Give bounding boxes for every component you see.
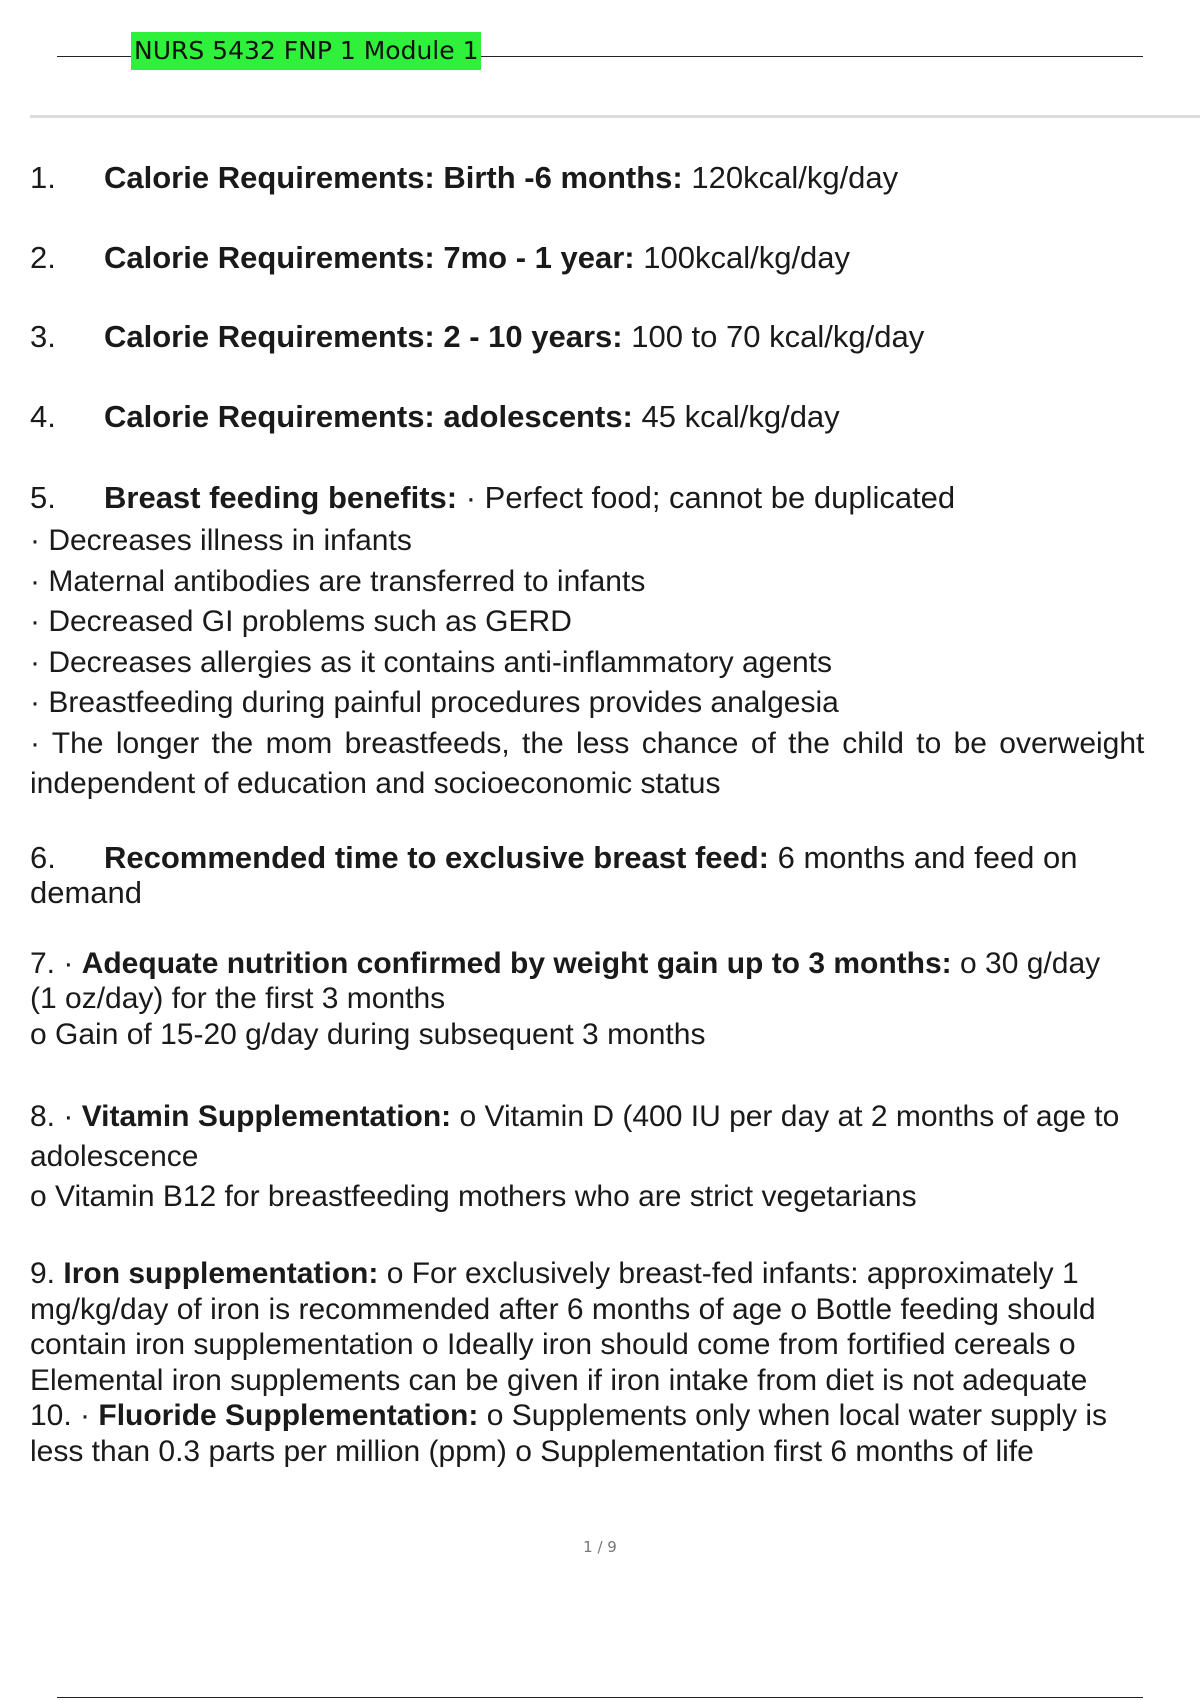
item-line: o Vitamin B12 for breastfeeding mothers who are strict vegetarians — [30, 1180, 917, 1213]
bullet-line: independent of education and socioeconomic status — [30, 767, 721, 800]
item-number: 4. — [30, 399, 56, 434]
item-label: Vitamin Supplementation: — [81, 1100, 452, 1133]
item-text: 45 kcal/kg/day — [632, 399, 840, 434]
item-number: 1. — [30, 160, 56, 195]
list-item — [30, 397, 840, 437]
bullet-line: · Decreased GI problems such as GERD — [30, 605, 572, 638]
list-item — [30, 238, 850, 278]
list-item — [30, 158, 898, 198]
item-number: 8. · — [30, 1100, 82, 1133]
item-text: · Perfect food; cannot be duplicated — [457, 480, 956, 515]
item-number: 3. — [30, 319, 56, 354]
bullet-line: · Breastfeeding during painful procedures provides analgesia — [30, 686, 839, 719]
footer-rule — [57, 1697, 1143, 1698]
list-item — [30, 478, 955, 518]
item-line: o Gain of 15-20 g/day during subsequent 3 months — [30, 1018, 706, 1051]
list-item — [30, 1256, 1200, 1469]
list-item — [30, 317, 924, 357]
bullet-line: · Decreases allergies as it contains anti-inflammatory agents — [30, 645, 833, 679]
breastfeeding-benefits-list — [30, 521, 1200, 805]
item-line: less than 0.3 parts per million (ppm) o Supplementation first 6 months of life — [30, 1434, 1034, 1468]
item-line: mg/kg/day of iron is recommended after 6 months of age o Bottle feeding should — [30, 1292, 1096, 1326]
item-number: 6. — [30, 840, 56, 875]
item-line: contain iron supplementation o Ideally iron should come from fortified cereals o — [30, 1328, 1076, 1361]
item-label: Recommended time to exclusive breast feed: — [104, 840, 770, 875]
item-number: 2. — [30, 240, 56, 275]
bullet-line: · The longer the mom breastfeeds, the less chance of the child to be overweight — [30, 726, 1145, 760]
bullet-line: · Decreases illness in infants — [30, 524, 412, 557]
document-title-highlight: NURS 5432 FNP 1 Module 1 — [131, 32, 481, 70]
header-divider — [30, 115, 1200, 118]
item-number: 9. — [30, 1257, 64, 1290]
item-text: o 30 g/day — [951, 947, 1101, 980]
item-text: 100 to 70 kcal/kg/day — [622, 319, 925, 354]
item-line: Elemental iron supplements can be given if iron intake from diet is not adequate — [30, 1363, 1088, 1397]
item-number: 5. — [30, 480, 56, 515]
item-label: Adequate nutrition confirmed by weight gain up to 3 months: — [81, 947, 952, 980]
item-number: 10. · — [30, 1399, 99, 1432]
item-text: 6 months and feed on — [769, 840, 1078, 875]
item-number: 7. · — [30, 947, 82, 980]
item-label: Calorie Requirements: adolescents: — [104, 399, 633, 434]
item-text: o Vitamin D (400 IU per day at 2 months of age to — [451, 1100, 1120, 1133]
list-item — [30, 838, 1078, 878]
item-line: (1 oz/day) for the first 3 months — [30, 982, 446, 1015]
item-label: Calorie Requirements: Birth -6 months: — [104, 160, 683, 195]
list-item — [30, 1097, 1200, 1217]
item-text: 120kcal/kg/day — [682, 160, 899, 195]
item-line: adolescence — [30, 1140, 199, 1173]
list-item-continuation: demand — [30, 875, 143, 910]
list-item — [30, 945, 1200, 1053]
item-text: o For exclusively breast-fed infants: approximately 1 — [378, 1257, 1079, 1290]
item-text: 100kcal/kg/day — [634, 240, 851, 275]
item-label: Fluoride Supplementation: — [98, 1399, 479, 1432]
item-label: Calorie Requirements: 7mo - 1 year: — [104, 240, 635, 275]
item-label: Calorie Requirements: 2 - 10 years: — [104, 319, 623, 354]
item-label: Breast feeding benefits: — [104, 480, 458, 515]
item-label: Iron supplementation: — [63, 1257, 379, 1290]
item-text: o Supplements only when local water supply is — [478, 1399, 1108, 1432]
bullet-line: · Maternal antibodies are transferred to infants — [30, 564, 646, 598]
page-number: 1 / 9 — [583, 1538, 617, 1556]
